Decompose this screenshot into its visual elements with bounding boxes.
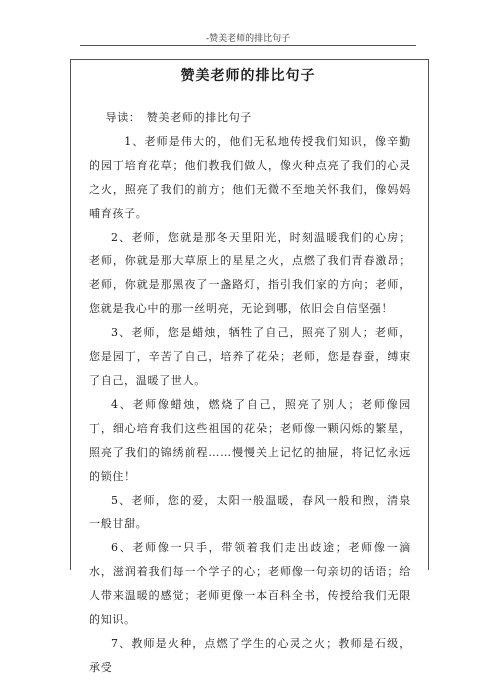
header-divider (80, 45, 416, 46)
paragraph-1: 1、老师是伟大的，他们无私地传授我们知识，像辛勤的园丁培育花草；他们教我们做人，像火种点亮了我们的心灵之火，照亮了我们的前方；他们无微不至地关怀我们，像妈妈哺育孩子。 (89, 134, 411, 220)
page-header: -赞美老师的排比句子 (205, 34, 291, 44)
paragraph-3: 3、老师，您是蜡烛，牺牲了自己，照亮了别人；老师，您是园丁，辛苦了自己，培养了花朵；老师，您是春蚕，缚束了自己，温暖了世人。 (89, 326, 411, 387)
paragraph-5: 5、老师，您的爱，太阳一般温暖，春风一般和煦，清泉一般甘甜。 (89, 493, 411, 531)
paragraph-6: 6、老师像一只手，带领着我们走出歧途；老师像一滴水，滋润着我们每一个学子的心；老师像一句亲切的话语；给人带来温暖的感觉；老师更像一本百科全书，传授给我们无限的知识。 (89, 541, 411, 627)
paragraph-4: 4、老师像蜡烛，燃烧了自己，照亮了别人；老师像园丁，细心培育我们这些祖国的花朵；老师像一颗闪烁的繁星，照亮了我们的锦绣前程……慢慢关上记忆的抽屉，将记忆永远的锁住！ (89, 397, 411, 483)
paragraph-2: 2、老师，您就是那冬天里阳光，时刻温暖我们的心房；老师，你就是那大草原上的星星之火，点燃了我们青春激昂；老师，你就是那黑夜了一盏路灯，指引我们家的方向；老师，您就是我心中的那一丝明亮，无论到哪，依旧会自信坚强！ (89, 230, 411, 316)
document-title: 赞美老师的排比句子 (180, 68, 316, 84)
lead-paragraph: 导读： 赞美老师的排比句子 (105, 111, 253, 124)
document-body (89, 106, 411, 680)
paragraph-7: 7、教师是火种，点燃了学生的心灵之火；教师是石级，承受 (89, 636, 411, 674)
